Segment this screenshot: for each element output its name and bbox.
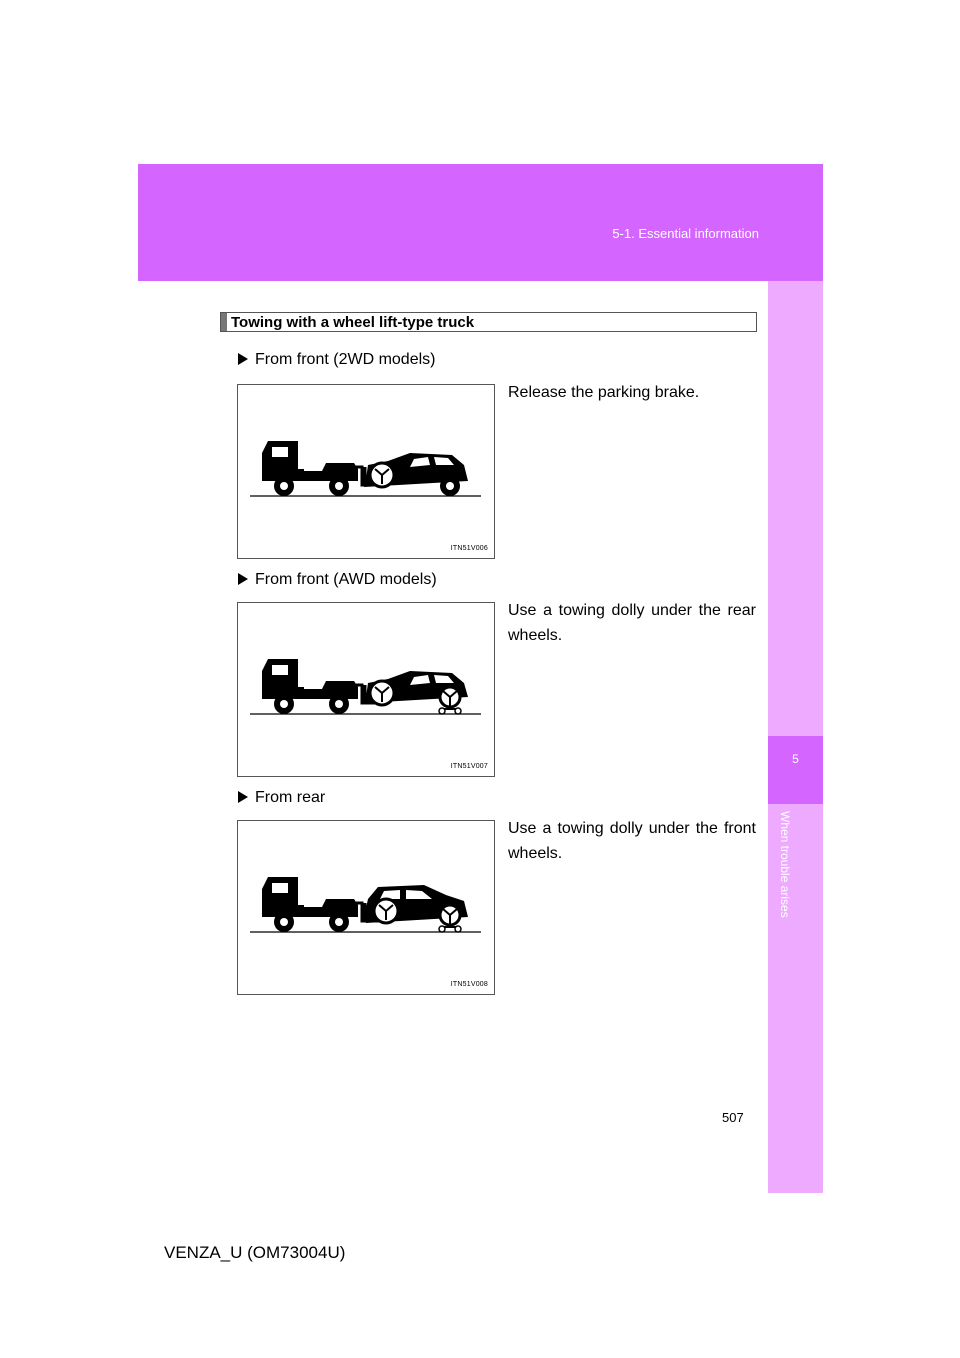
- section-heading: [220, 312, 757, 332]
- document-footer: VENZA_U (OM73004U): [164, 1243, 346, 1262]
- section-breadcrumb: 5-1. Essential information: [612, 226, 759, 241]
- bullet-from-front-awd: [238, 571, 437, 589]
- bullet-from-rear: [238, 789, 325, 807]
- figure-code: ITN51V008: [450, 981, 488, 988]
- bullet-label: From front (2WD models): [255, 351, 436, 368]
- instruction-text: Use a towing dolly under the rear wheels.: [508, 602, 756, 644]
- bullet-arrow-icon: [238, 791, 248, 803]
- tow-truck-car-dolly-icon: [238, 603, 496, 778]
- tow-illustration-front-2wd: [237, 384, 495, 559]
- bullet-arrow-icon: [238, 573, 248, 585]
- chapter-number: 5: [792, 752, 799, 766]
- tow-truck-car-icon: [238, 385, 496, 560]
- tow-illustration-rear: [237, 820, 495, 995]
- bullet-label: From rear: [255, 789, 326, 806]
- heading-marker: [221, 313, 227, 331]
- header-band: [138, 164, 823, 281]
- bullet-from-front-2wd: [238, 351, 435, 369]
- figure-code: ITN51V006: [450, 545, 488, 552]
- chapter-side-tab: [768, 281, 823, 1193]
- tow-truck-car-rear-icon: [238, 821, 496, 996]
- instruction-text: Release the parking brake.: [508, 384, 700, 401]
- chapter-number-box: [768, 736, 823, 804]
- tow-illustration-front-awd: [237, 602, 495, 777]
- bullet-arrow-icon: [238, 353, 248, 365]
- section-heading-text: Towing with a wheel lift-type truck: [231, 314, 475, 331]
- page-number: 507: [722, 1110, 744, 1125]
- bullet-label: From front (AWD models): [255, 571, 437, 588]
- figure-code: ITN51V007: [450, 763, 488, 770]
- instruction-text: Use a towing dolly under the front wheels.: [508, 820, 756, 862]
- chapter-title: When trouble arises: [778, 811, 792, 918]
